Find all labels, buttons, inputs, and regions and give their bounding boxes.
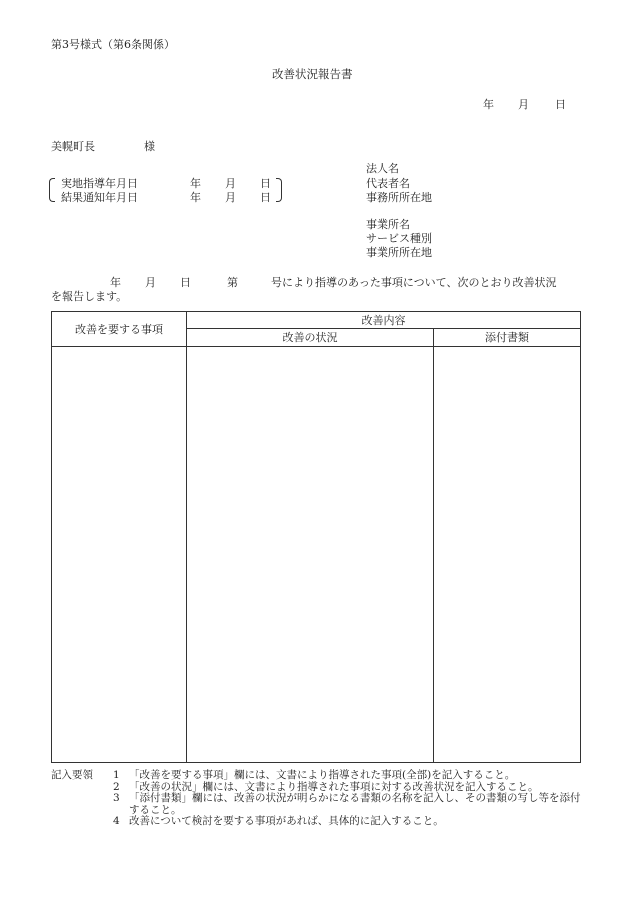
intro-month: 月 <box>145 276 156 289</box>
form-number: 第3号様式（第6条関係） <box>51 38 175 51</box>
instructions <box>51 770 586 828</box>
date-month: 月 <box>518 98 529 111</box>
intro-text: 号により指導のあった事項について、次のとおり改善状況 <box>271 276 557 289</box>
cell-attached-documents[interactable] <box>434 347 581 763</box>
header-required-items: 改善を要する事項 <box>52 312 187 347</box>
service-type-label: サービス種別 <box>366 232 432 245</box>
bracket-left <box>49 178 55 202</box>
corporation-name-label: 法人名 <box>366 162 399 175</box>
header-attached-documents: 添付書類 <box>434 329 581 347</box>
page-title: 改善状況報告書 <box>272 67 353 81</box>
instructions-label: 記入要領 <box>51 769 93 781</box>
guidance-date-label: 実地指導年月日 <box>61 177 138 190</box>
representative-label: 代表者名 <box>366 177 410 190</box>
intro-text-line2: を報告します。 <box>51 290 128 303</box>
business-address-label: 事業所所在地 <box>366 246 432 259</box>
cell-required-items[interactable] <box>52 347 187 763</box>
header-improvement-status: 改善の状況 <box>187 329 434 347</box>
bracket-right <box>276 178 282 202</box>
intro-dai: 第 <box>227 276 238 289</box>
note-item: 3 「添付書類」欄には、改善の状況が明らかになる書類の名称を記入し、その書類の写し等を添付すること。 <box>113 792 581 816</box>
business-name-label: 事業所名 <box>366 218 410 231</box>
date-day: 日 <box>555 98 566 111</box>
notice-month: 月 <box>225 191 236 204</box>
note-item: 2 「改善の状況」欄には、文書により指導された事項に対する改善状況を記入すること。 <box>113 780 539 793</box>
date-year: 年 <box>483 98 494 111</box>
notice-year: 年 <box>190 191 201 204</box>
note-item: 4 改善について検討を要する事項があれば、具体的に記入すること。 <box>113 815 444 827</box>
notice-day: 日 <box>260 191 271 204</box>
intro-year: 年 <box>110 276 121 289</box>
improvement-table <box>51 311 581 763</box>
guidance-year: 年 <box>190 177 201 190</box>
guidance-month: 月 <box>225 177 236 190</box>
addressee-name: 美幌町長 <box>51 140 95 153</box>
addressee-honorific: 様 <box>144 140 155 153</box>
intro-day: 日 <box>180 276 191 289</box>
header-improvement-content: 改善内容 <box>187 312 581 329</box>
cell-improvement-status[interactable] <box>187 347 434 763</box>
guidance-day: 日 <box>260 177 271 190</box>
office-address-label: 事務所所在地 <box>366 191 432 204</box>
notice-date-label: 結果通知年月日 <box>61 191 138 204</box>
note-item: 記入要領 1 「改善を要する事項」欄には、文書により指導された事項(全部)を記入すること。 <box>51 769 516 781</box>
